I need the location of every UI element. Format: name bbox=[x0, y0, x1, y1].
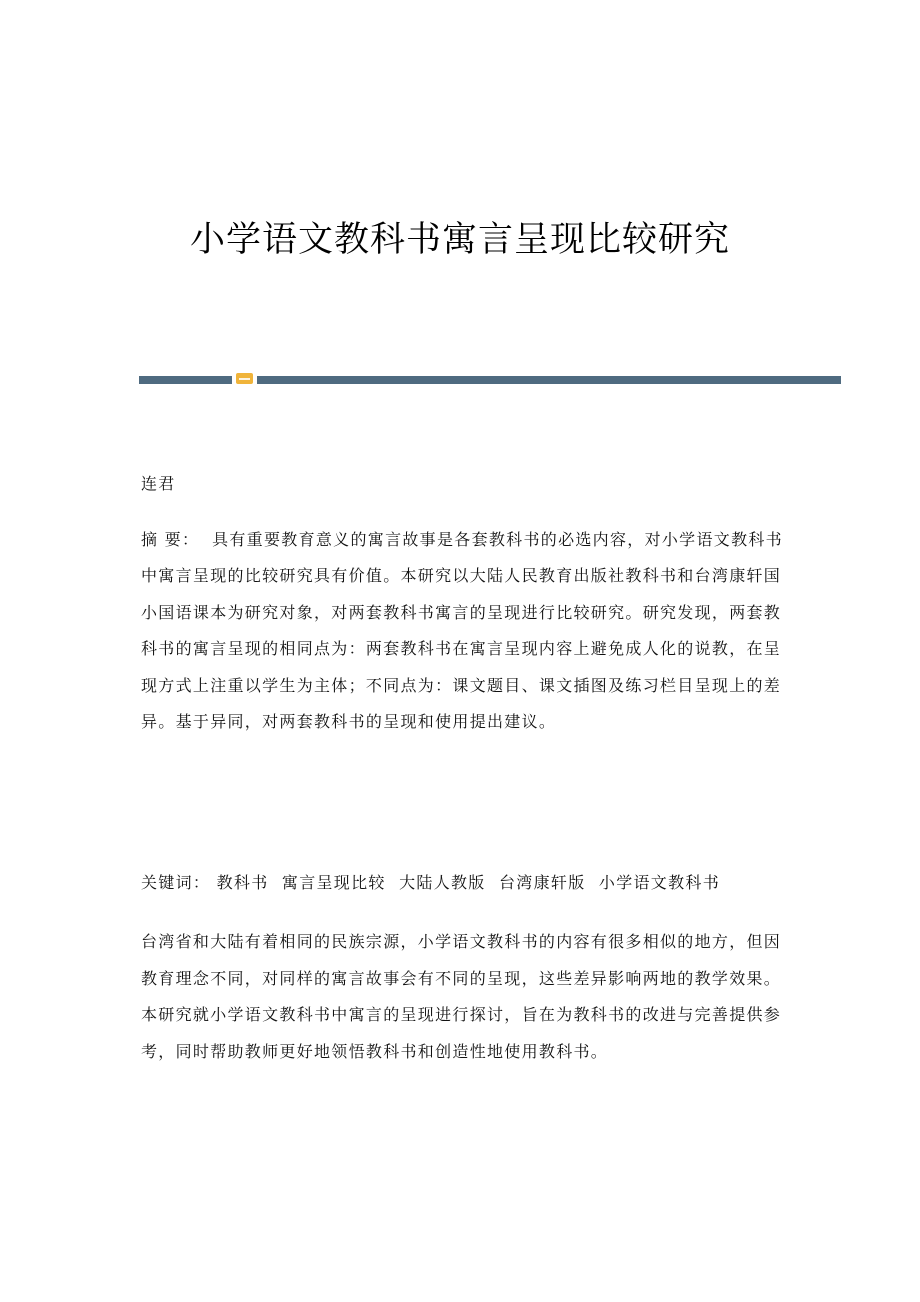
abstract-text: 具有重要教育意义的寓言故事是各套教科书的必选内容，对小学语文教科书中寓言呈现的比较研究具有价值。本研究以大陆人民教育出版社教科书和台湾康轩国小国语课本为研究对象，对两套教科书寓言的呈现进行比较研究。研究发现，两套教科书的寓言呈现的相同点为：两套教科书在寓言呈现内容上避免成人化的说教，在呈现方式上注重以学生为主体；不同点为：课文题目、课文插图及练习栏目呈现上的差异。基于异同，对两套教科书的呈现和使用提出建议。 bbox=[141, 530, 783, 732]
keywords-label: 关键词： bbox=[141, 873, 211, 892]
title-divider bbox=[139, 373, 841, 385]
keyword-item: 寓言呈现比较 bbox=[281, 873, 386, 892]
intro-paragraph: 台湾省和大陆有着相同的民族宗源，小学语文教科书的内容有很多相似的地方，但因教育理念不同，对同样的寓言故事会有不同的呈现，这些差异影响两地的教学效果。本研究就小学语文教科书中寓言的呈现进行探讨，旨在为教科书的改进与完善提供参考，同时帮助教师更好地领悟教科书和创造性地使用教科书。 bbox=[141, 932, 782, 1061]
keyword-item: 台湾康轩版 bbox=[499, 873, 586, 892]
abstract-label: 摘 要： bbox=[141, 530, 200, 549]
document-title: 小学语文教科书寓言呈现比较研究 bbox=[189, 220, 730, 260]
keyword-item: 小学语文教科书 bbox=[598, 873, 721, 892]
divider-bar-right bbox=[257, 376, 841, 384]
divider-ornament-icon bbox=[236, 373, 253, 384]
keyword-item: 大陆人教版 bbox=[399, 873, 486, 892]
divider-bar-left bbox=[139, 376, 232, 384]
keywords bbox=[141, 869, 791, 897]
keyword-item: 教科书 bbox=[216, 873, 269, 892]
author-name: 连君 bbox=[141, 474, 176, 493]
abstract bbox=[141, 522, 791, 740]
